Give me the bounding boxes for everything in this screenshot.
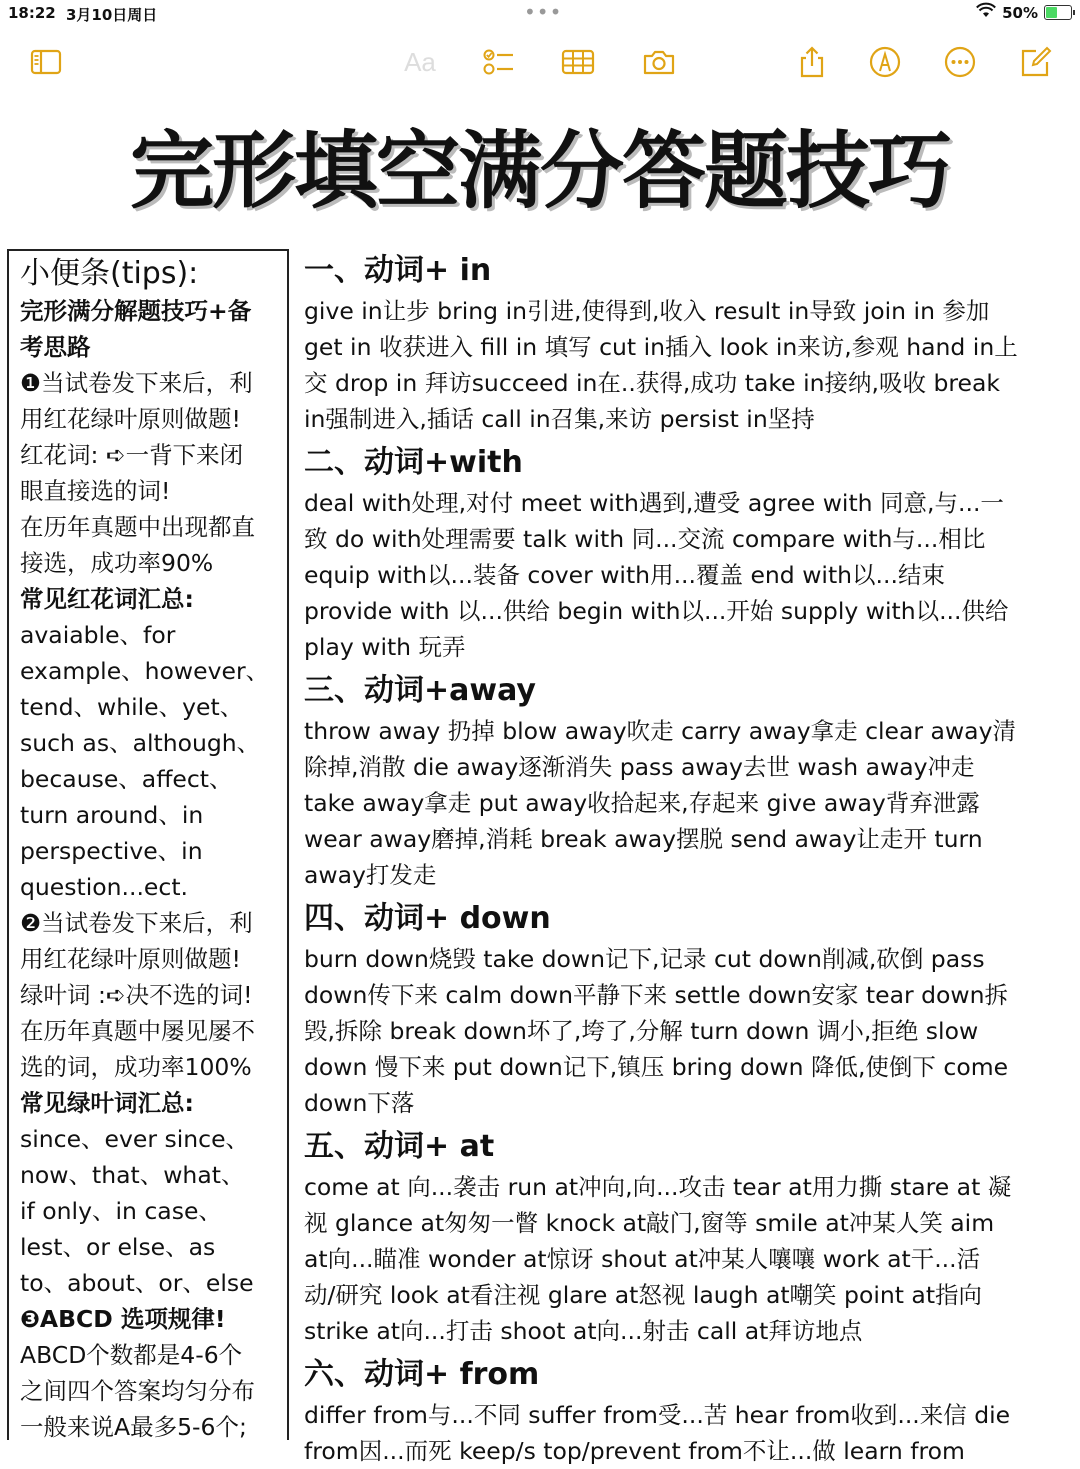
section-line: 交 drop in 拜访succeed in在..获得,成功 take in接纳,吸收 break <box>304 369 1000 397</box>
battery-percent: 50% <box>1002 3 1038 22</box>
tips-line: tend、while、yet、 <box>20 693 244 721</box>
section-line: down传下来 calm down平静下来 settle down安家 tear down拆 <box>304 981 1009 1009</box>
status-bar <box>0 0 1080 28</box>
tips-line: avaiable、for <box>20 621 176 649</box>
section-line: 毁,拆除 break down坏了,垮了,分解 turn down 调小,拒绝 slow <box>304 1017 979 1045</box>
text-format-button[interactable]: Aa <box>404 46 436 77</box>
section-body <box>304 1397 1074 1469</box>
section-line: throw away 扔掉 blow away吹走 carry away拿走 clear away清 <box>304 717 1016 745</box>
tips-line: 常见绿叶词汇总: <box>20 1089 194 1117</box>
section-line: down 慢下来 put down记下,镇压 bring down 降低,使倒下 come <box>304 1053 1009 1081</box>
tips-line: example、however、 <box>20 657 270 685</box>
section-line: burn down烧毁 take down记下,记录 cut down削减,砍倒 pass <box>304 945 985 973</box>
multitasking-dots[interactable]: ••• <box>524 0 563 24</box>
tips-line: 在历年真题中出现都直 <box>20 513 255 541</box>
camera-icon[interactable] <box>639 42 679 82</box>
tips-line: 眼直接选的词! <box>20 477 171 505</box>
tips-lines <box>20 293 277 1445</box>
section-line: get in 收获进入 fill in 填写 cut in插入 look in来访,参观 hand in上 <box>304 333 1018 361</box>
section-line: from因...而死 keep/s top/prevent from不让...做 learn from <box>304 1437 965 1465</box>
tips-line: 考思路 <box>20 333 91 361</box>
tips-line: lest、or else、as <box>20 1233 216 1261</box>
tips-line: since、ever since、 <box>20 1125 250 1153</box>
section-body <box>304 485 1074 665</box>
section-body <box>304 941 1074 1121</box>
section-title: 五、动词+ at <box>304 1129 495 1164</box>
section-line: strike at向...打击 shoot at向...射击 call at拜访地点 <box>304 1317 863 1345</box>
section-line: in强制进入,插话 call in召集,来访 persist in坚持 <box>304 405 815 433</box>
tips-line: to、about、or、else <box>20 1269 254 1297</box>
note-title: 完形填空满分答题技巧 <box>129 122 950 220</box>
section-title: 二、动词+with <box>304 445 523 480</box>
status-date: 3月10日周日 <box>66 6 158 24</box>
section-line: deal with处理,对付 meet with遇到,遭受 agree with 同意,与...一 <box>304 489 1004 517</box>
tips-line: 红花词: ➪一背下来闭 <box>20 441 244 469</box>
tips-line: 一般来说A最多5-6个; <box>20 1413 247 1441</box>
section-line: 视 glance at匆匆一瞥 knock at敲门,窗等 smile at冲某人笑 aim <box>304 1209 995 1237</box>
section-body <box>304 293 1074 437</box>
tips-line: question...ect. <box>20 873 188 901</box>
tips-line: 之间四个答案均匀分布 <box>20 1377 255 1405</box>
section-line: come at 向...袭击 run at冲向,向...攻击 tear at用力撕 stare at 凝 <box>304 1173 1012 1201</box>
section-line: equip with以...装备 cover with用...覆盖 end with以...结束 <box>304 561 945 589</box>
section-title: 一、动词+ in <box>304 253 492 288</box>
more-icon[interactable] <box>940 42 980 82</box>
compose-icon[interactable] <box>1016 42 1056 82</box>
section-title: 六、动词+ from <box>304 1357 540 1392</box>
section-title: 四、动词+ down <box>304 901 551 936</box>
tips-line: perspective、in <box>20 837 203 865</box>
battery-fill <box>1046 7 1057 18</box>
tips-line: because、affect、 <box>20 765 233 793</box>
tips-line: now、that、what、 <box>20 1161 245 1189</box>
status-time: 18:22 <box>8 4 56 22</box>
tips-line: ABCD个数都是4-6个 <box>20 1341 243 1369</box>
tips-line: 在历年真题中屡见屡不 <box>20 1017 255 1045</box>
section-line: 动/研究 look at看注视 glare at怒视 laugh at嘲笑 point at指向 <box>304 1281 983 1309</box>
checklist-icon[interactable] <box>478 42 518 82</box>
tips-line: 选的词，成功率100% <box>20 1053 252 1081</box>
tips-line: 用红花绿叶原则做题! <box>20 945 241 973</box>
section-body <box>304 713 1074 893</box>
notes-toolbar <box>0 36 1080 86</box>
battery-icon <box>1044 5 1072 20</box>
section-line: down下落 <box>304 1089 415 1117</box>
tips-line: ❸ABCD 选项规律! <box>20 1305 226 1333</box>
section-line: 除掉,消散 die away逐渐消失 pass away去世 wash away冲走 <box>304 753 975 781</box>
section-line: differ from与...不同 suffer from受...苦 hear from收到...来信 die <box>304 1401 1011 1429</box>
tips-line: 接选，成功率90% <box>20 549 214 577</box>
section-title: 三、动词+away <box>304 673 536 708</box>
section-line: give in让步 bring in引进,使得到,收入 result in导致 join in 参加 <box>304 297 990 325</box>
tips-line: 用红花绿叶原则做题! <box>20 405 241 433</box>
tips-box <box>7 249 289 1440</box>
tips-line: if only、in case、 <box>20 1197 222 1225</box>
section-line: at向...瞄准 wonder at惊讶 shout at冲某人嚷嚷 work at干...活 <box>304 1245 981 1273</box>
tips-line: ❶当试卷发下来后，利 <box>20 369 253 397</box>
note-content[interactable] <box>304 249 1074 1465</box>
section-line: away打发走 <box>304 861 437 889</box>
tips-line: 完形满分解题技巧+备 <box>20 297 252 325</box>
section-line: provide with 以...供给 begin with以...开始 supply with以...供给 <box>304 597 1009 625</box>
tips-heading: 小便条(tips): <box>20 256 199 291</box>
wifi-icon <box>976 3 996 22</box>
tips-line: ❷当试卷发下来后，利 <box>20 909 253 937</box>
sidebar-icon[interactable] <box>26 42 66 82</box>
section-line: 致 do with处理需要 talk with 同...交流 compare with与...相比 <box>304 525 986 553</box>
tips-line: turn around、in <box>20 801 204 829</box>
section-line: wear away磨掉,消耗 break away摆脱 send away让走开 turn <box>304 825 983 853</box>
tips-line: 常见红花词汇总: <box>20 585 194 613</box>
status-right <box>976 3 1072 22</box>
tips-line: such as、although、 <box>20 729 261 757</box>
section-body <box>304 1169 1074 1349</box>
tips-line: 绿叶词 :➪决不选的词! <box>20 981 253 1009</box>
table-icon[interactable] <box>558 42 598 82</box>
section-line: play with 玩弄 <box>304 633 466 661</box>
share-icon[interactable] <box>792 42 832 82</box>
section-line: take away拿走 put away收拾起来,存起来 give away背弃泄露 <box>304 789 980 817</box>
markup-icon[interactable] <box>865 42 905 82</box>
